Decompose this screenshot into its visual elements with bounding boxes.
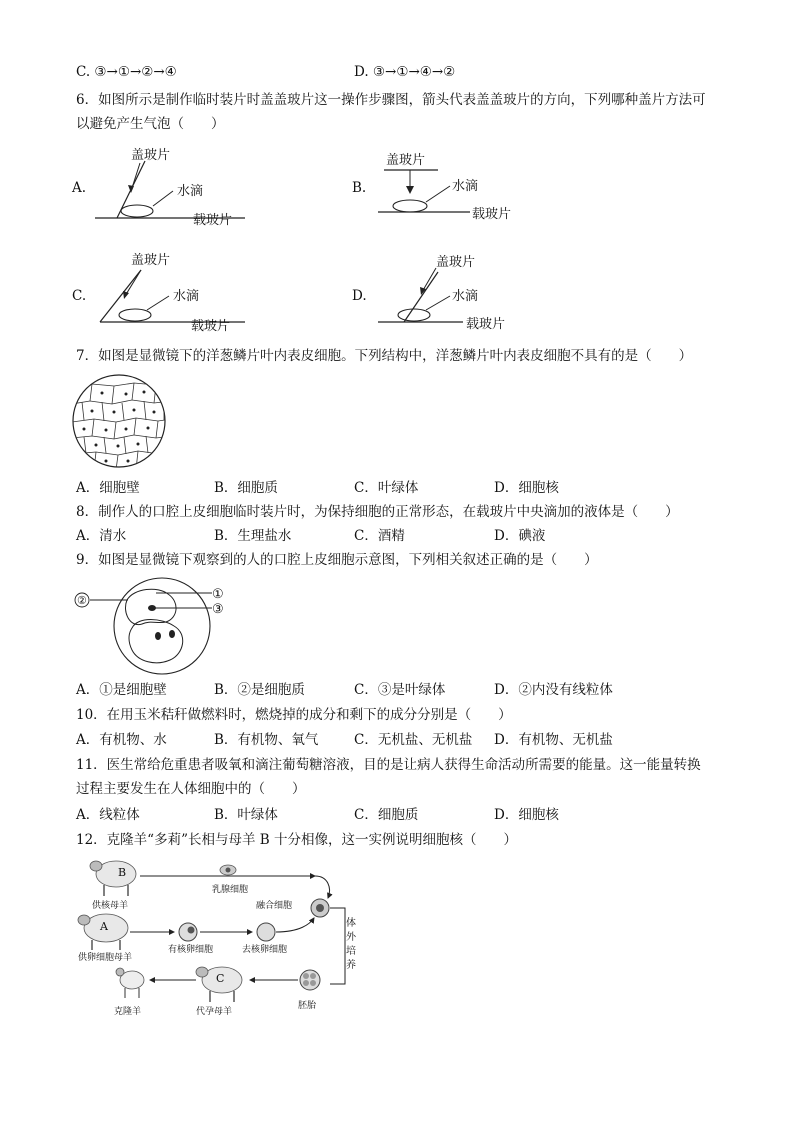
q10-option-b: B．有机物、氧气: [214, 732, 319, 748]
q5-option-d: D. ③→①→④→②: [354, 64, 456, 80]
q6-stem-line2: 以避免产生气泡（ ）: [76, 116, 225, 132]
q5-option-c: C. ③→①→②→④: [76, 64, 177, 80]
mammary-cell-icon: [220, 865, 236, 875]
embryo-label: 胚胎: [298, 1001, 317, 1011]
q7-stem: 7．如图是显微镜下的洋葱鳞片叶内表皮细胞。下列结构中，洋葱鳞片叶内表皮细胞不具有的是（ ）: [76, 348, 693, 364]
q6a-cover-label: 盖玻片: [131, 148, 171, 163]
q8-option-d: D．碘液: [494, 528, 546, 544]
q11-stem-line2: 过程主要发生在人体细胞中的（ ）: [76, 781, 306, 797]
q11-option-d: D．细胞核: [494, 807, 559, 823]
surrogate-label: 代孕母羊: [196, 1007, 233, 1017]
nucleated-egg-icon: [179, 923, 197, 941]
q6-option-c: C.: [72, 288, 87, 304]
q10-option-d: D．有机物、无机盐: [494, 732, 613, 748]
q9-cheek-cell-figure: [72, 576, 242, 676]
q10-option-a: A．有机物、水: [76, 732, 167, 748]
q10-stem: 10．在用玉米秸秆做燃料时，燃烧掉的成分和剩下的成分分别是（ ）: [76, 707, 512, 723]
q8-option-c: C．酒精: [354, 528, 405, 544]
embryo-icon: [300, 970, 320, 990]
fused-cell-label: 融合细胞: [256, 901, 293, 911]
q9-label-1: ①: [212, 587, 224, 602]
q7-option-b: B．细胞质: [214, 480, 278, 496]
q10-option-c: C．无机盐、无机盐: [354, 732, 473, 748]
q9-option-a: A．①是细胞壁: [76, 682, 167, 698]
mammary-cell-label: 乳腺细胞: [212, 885, 249, 895]
egg-donor-label: 供卵细胞母羊: [78, 953, 133, 963]
q6-stem-line1: 6．如图所示是制作临时装片时盖盖玻片这一操作步骤图，箭头代表盖盖玻片的方向，下列哪种盖片方法可: [76, 92, 706, 108]
q6d-cover-label: 盖玻片: [436, 255, 476, 270]
q11-option-a: A．线粒体: [76, 807, 140, 823]
nucleated-egg-label: 有核卵细胞: [168, 945, 214, 955]
q6c-water-label: 水滴: [173, 289, 200, 304]
clone-label: 克隆羊: [114, 1007, 142, 1017]
enucleated-egg-icon: [257, 923, 275, 941]
q6-figure-c: [95, 250, 265, 335]
q6a-water-label: 水滴: [177, 184, 204, 199]
enucleated-egg-label: 去核卵细胞: [242, 945, 288, 955]
q6-option-b: B.: [352, 180, 367, 196]
culture-char-2: 外: [346, 932, 356, 943]
q12-cloning-diagram: [70, 852, 370, 1022]
q7-option-d: D．细胞核: [494, 480, 559, 496]
culture-char-4: 养: [346, 960, 356, 971]
q6a-slide-label: 载玻片: [193, 213, 233, 228]
sheep-b-icon: [90, 861, 136, 896]
q6c-slide-label: 载玻片: [191, 319, 231, 334]
q6c-cover-label: 盖玻片: [131, 253, 171, 268]
clone-sheep-icon: [116, 968, 144, 998]
fused-cell-icon: [311, 899, 329, 917]
culture-char-1: 体: [346, 918, 356, 929]
sheep-a-label: A: [100, 920, 108, 933]
q6-figure-a: [95, 143, 265, 228]
q9-stem: 9．如图是显微镜下观察到的人的口腔上皮细胞示意图，下列相关叙述正确的是（ ）: [76, 552, 598, 568]
q6d-slide-label: 载玻片: [466, 317, 506, 332]
q6-option-d: D.: [352, 288, 367, 304]
q9-option-d: D．②内没有线粒体: [494, 682, 613, 698]
q8-option-a: A．清水: [76, 528, 127, 544]
q6b-water-label: 水滴: [452, 179, 479, 194]
q7-onion-cell-figure: [72, 374, 168, 470]
sheep-b-label: B: [118, 866, 127, 879]
q7-option-a: A．细胞壁: [76, 480, 140, 496]
q9-option-c: C．③是叶绿体: [354, 682, 446, 698]
q11-option-c: C．细胞质: [354, 807, 419, 823]
sheep-c-label: C: [216, 972, 225, 985]
q8-stem: 8．制作人的口腔上皮细胞临时装片时，为保持细胞的正常形态，在载玻片中央滴加的液体是（ ）: [76, 504, 679, 520]
q6d-water-label: 水滴: [452, 289, 479, 304]
q11-stem-line1: 11．医生常给危重患者吸氧和滴注葡萄糖溶液，目的是让病人获得生命活动所需要的能量。这一能量转换: [76, 757, 701, 773]
q9-label-3: ③: [212, 602, 224, 617]
nucleus-donor-label: 供核母羊: [92, 901, 129, 911]
q8-option-b: B．生理盐水: [214, 528, 292, 544]
q6-figure-b: [378, 148, 548, 228]
culture-char-3: 培: [346, 946, 356, 957]
q6-figure-d: [378, 250, 548, 335]
q11-option-b: B．叶绿体: [214, 807, 278, 823]
q7-option-c: C．叶绿体: [354, 480, 419, 496]
q12-stem: 12．克隆羊“多莉”长相与母羊 B 十分相像，这一实例说明细胞核（ ）: [76, 832, 517, 848]
q6-option-a: A.: [72, 180, 87, 196]
q6b-cover-label: 盖玻片: [386, 153, 426, 168]
q9-label-2: ②: [77, 594, 87, 607]
q6b-slide-label: 载玻片: [472, 207, 512, 222]
q9-option-b: B．②是细胞质: [214, 682, 305, 698]
